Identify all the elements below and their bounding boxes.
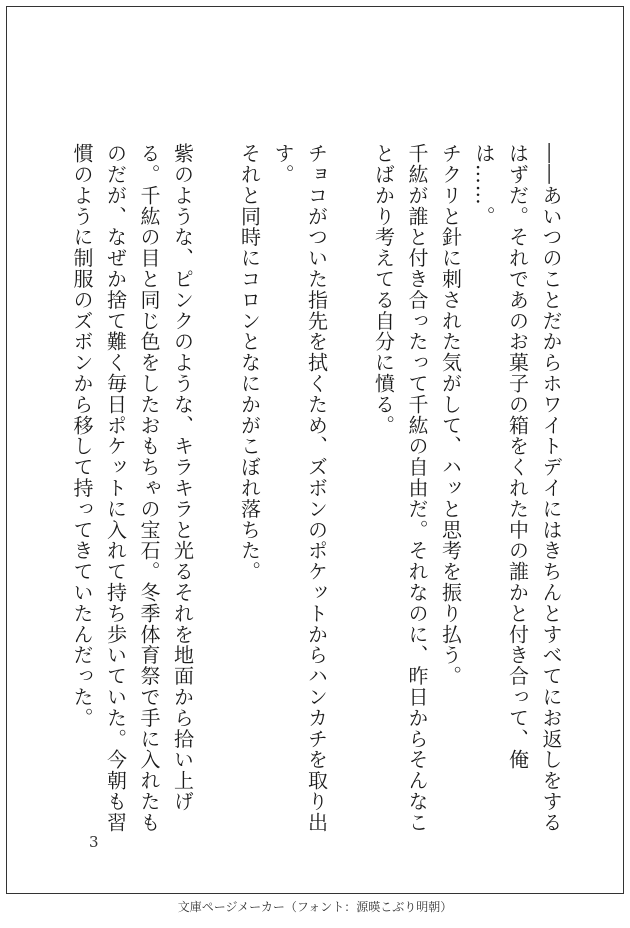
page-number: 3	[89, 833, 99, 851]
paragraph: 千紘が誰と付き合ったって千紘の自由だ。それなのに、昨日からそんなことばかり考えてる自分に憤る。	[371, 143, 429, 833]
footer-credit: 文庫ページメーカー（フォント：源暎こぶり明朝）	[177, 900, 453, 914]
page-sheet	[6, 6, 624, 894]
paragraph: 紫のような、ピンクのような、キラキラと光るそれを地面から拾い上げる。千紘の目と同じ色をしたおもちゃの宝石。冬季体育祭で手に入れたものだが、なぜか捨て難く毎日ポケットに入れて持ち歩いていた。今朝も習慣のように制服のズボンから移して持ってきていたんだった。	[70, 143, 195, 833]
paragraph: チョコがついた指先を拭くため、ズボンのポケットからハンカチを取り出す。	[271, 143, 329, 833]
vertical-text-body	[70, 143, 567, 833]
paragraph: それと同時にコロンとなにかがこぼれ落ちた。	[237, 143, 262, 582]
paragraph: チクリと針に刺された気がして、ハッと思考を振り払う。	[438, 143, 463, 687]
blank-line	[333, 143, 367, 833]
blank-line	[199, 143, 233, 833]
paragraph: ――あいつのことだからホワイトデイにはきちんとすべてにお返しをするはずだ。それであのお菓子の箱をくれた中の誰かと付き合って、俺は……。	[472, 143, 563, 833]
